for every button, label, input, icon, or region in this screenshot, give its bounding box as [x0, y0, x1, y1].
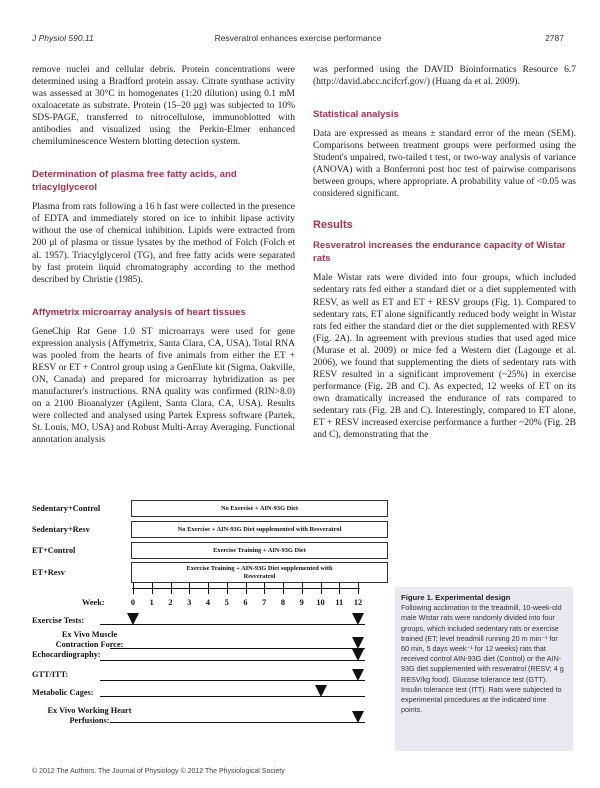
caption-title: Figure 1. Experimental design	[401, 593, 511, 602]
week-tick-label: 10	[316, 598, 325, 607]
copyright-footer: © 2012 The Authors. The Journal of Physiology © 2012 The Physiological Society	[32, 768, 285, 775]
group-label: Sedentary+Control	[32, 504, 101, 513]
procedure-line	[110, 722, 365, 723]
week-tick	[189, 582, 190, 594]
section-heading: Affymetrix microarray analysis of heart tissues	[32, 306, 246, 318]
week-tick-label: 6	[243, 598, 248, 607]
week-tick	[133, 582, 134, 594]
week-tick	[358, 582, 359, 594]
week-tick-label: 1	[149, 598, 154, 607]
procedure-label: Ex Vivo Muscle Contraction Force:	[55, 630, 124, 649]
week-tick	[321, 582, 322, 594]
week-tick	[208, 582, 209, 594]
week-tick	[283, 582, 284, 594]
paragraph: remove nuclei and cellular debris. Protein concentrations were determined using a Bradford protein assay. Citrate synthase activity was assessed at 30°C in homogenates (1:20 dilution) using 0.1 mM oxaloacetate as substrate. Protein (15–20 μg) was subjected to 10% SDS-PAGE, transferred to nitrocellulose, immunoblotted with antibodies and visualized using the Perkin-Elmer enhanced chemiluminescence Western blotting detection system.	[32, 65, 295, 148]
timepoint-marker	[127, 613, 139, 625]
week-tick-label: 8	[280, 598, 286, 607]
week-tick	[227, 582, 228, 594]
procedure-line	[110, 648, 365, 649]
paragraph: Data are expressed as means ± standard error of the mean (SEM). Comparisons between treatment groups were performed using the Student's unpaired, two-tailed t test, or two-way analysis of variance (ANOVA) with a Bonferroni post hoc test of pairwise comparisons between groups, where appropriate. A probability value of <0.05 was considered significant.	[313, 129, 576, 200]
week-tick-label: 9	[299, 598, 304, 607]
timepoint-marker	[352, 669, 364, 681]
week-tick	[152, 582, 153, 594]
timepoint-marker	[352, 649, 364, 661]
running-title: Resveratrol enhances exercise performance	[214, 33, 382, 43]
week-tick	[246, 582, 247, 594]
week-tick-label: 2	[168, 598, 173, 607]
group-bar: No Exercise + AIN-93G Diet supplemented with Resveratrol	[131, 521, 388, 538]
group-label: ET+Resv	[32, 568, 65, 577]
week-tick-label: 5	[224, 598, 229, 607]
procedure-label: Metabolic Cages:	[32, 688, 94, 697]
paragraph: GeneChip Rat Gene 1.0 ST microarrays were used for gene expression analysis (Affymetrix, Santa Clara, CA, USA). Total RNA was pooled from the hearts of five animals from either the ET + RESV or ET + Control group using a GenElute kit (Sigma, Oakville, ON, Canada) and prepared for microarray hybridization as per manufacturer's instructions. RNA quality was confirmed (RIN>8.0) on a 2100 Bioanalyzer (Agilent, Santa Clara, CA, USA). Results were collected and analysed using Partek Express software (Partek, St. Louis, MO, USA) and Robust Multi-Array Averaging. Functional annotation analysis	[32, 326, 295, 446]
paragraph: was performed using the DAVID Bioinformatics Resource 6.7 (http://david.abcc.ncifcrf.gov/) (Huang da et al. 2009).	[313, 65, 576, 88]
results-heading: Results	[313, 219, 353, 232]
week-tick-label: 3	[187, 598, 192, 607]
timepoint-marker	[352, 711, 364, 723]
caption-text: Following acclimation to the treadmill, 10-week-old male Wistar rats were randomly divided into four groups, which included sedentary rats or exercise trained (ET; level treadmill running 20 m min⁻¹ for 60 min, 5 days week⁻¹ for 12 weeks) rats that received control AIN-93G diet (Control) or the AIN-93G diet supplemented with resveratrol (RESV; 4 g RESV/kg food). Glucose tolerance test (GTT). Insulin tolerance test (ITT). Rats were subjected to experimental procedures at the indicated time points.	[401, 603, 564, 715]
week-tick	[264, 582, 265, 594]
week-tick-label: 0	[130, 598, 136, 607]
procedure-line	[100, 660, 365, 661]
figure-caption	[395, 587, 573, 751]
procedure-label: Echocardiography:	[32, 650, 101, 659]
running-header	[32, 33, 564, 47]
section-heading: Determination of plasma free fatty acids, and triacylglycerol	[32, 169, 237, 194]
week-tick	[339, 582, 340, 594]
week-tick-label: 7	[262, 598, 267, 607]
left-column	[32, 64, 295, 446]
group-bar: Exercise Training + AIN-93G Diet supplemented with Resveratrol	[131, 562, 388, 583]
timepoint-marker	[352, 637, 364, 649]
week-axis-label: Week:	[82, 598, 105, 607]
timepoint-marker	[352, 613, 364, 625]
right-column	[313, 64, 576, 441]
group-bar: No Exercise + AIN-93G Diet	[131, 500, 388, 517]
group-bar: Exercise Training + AIN-93G Diet	[131, 542, 388, 559]
procedure-label: Ex Vivo Working Heart Perfusions:	[47, 706, 132, 725]
group-label: ET+Control	[32, 546, 76, 555]
journal-name: J Physiol 590.11	[32, 33, 94, 43]
paragraph: Male Wistar rats were divided into four groups, which included sedentary rats fed either a standard diet or a diet supplemented with RESV, as well as ET and ET + RESV groups (Fig. 1). Compared to sedentary rats, ET alone significantly reduced body weight in Wistar rats fed either the standard diet or the diet supplemented with RESV (Fig. 2A). In agreement with previous studies that used aged mice (Murase et al. 2009) or mice fed a Western diet (Lagouge et al. 2006), we found that supplementing the diets of sedentary rats with RESV resulted in a significant improvement (~25%) in exercise performance (Fig. 2B and C). As expected, 12 weeks of ET on its own dramatically increased the endurance of rats compared to sedentary rats (Fig. 2B and C). Interestingly, compared to ET alone, ET + RESV increased exercise performance a further ~20% (Fig. 2B and C), demonstrating that the	[313, 273, 576, 441]
week-tick	[171, 582, 172, 594]
week-tick-label: 4	[205, 598, 211, 607]
section-heading: Resveratrol increases the endurance capacity of Wistar rats	[313, 240, 566, 265]
procedure-label: Exercise Tests:	[32, 616, 85, 625]
week-tick-label: 11	[335, 598, 344, 607]
group-label: Sedentary+Resv	[32, 525, 90, 534]
timepoint-marker	[315, 685, 327, 697]
procedure-line	[100, 680, 365, 681]
paragraph: Plasma from rats following a 16 h fast were collected in the presence of EDTA and immediately stored on ice to inhibit lipase activity without the use of chemical inhibition. Lipids were extracted from 200 μl of plasma or tissue lysates by the method of Folch (Folch et al. 1957). Triacylglycerol (TG), and free fatty acids were separated by fast protein liquid chromatography according to the method described by Christie (1985).	[32, 202, 295, 285]
page-number: 2787	[545, 33, 564, 43]
week-tick-label: 12	[353, 598, 363, 607]
week-tick	[302, 582, 303, 594]
procedure-label: GTT/ITT:	[32, 670, 69, 679]
section-heading: Statistical analysis	[313, 109, 399, 121]
procedure-line	[100, 624, 365, 625]
